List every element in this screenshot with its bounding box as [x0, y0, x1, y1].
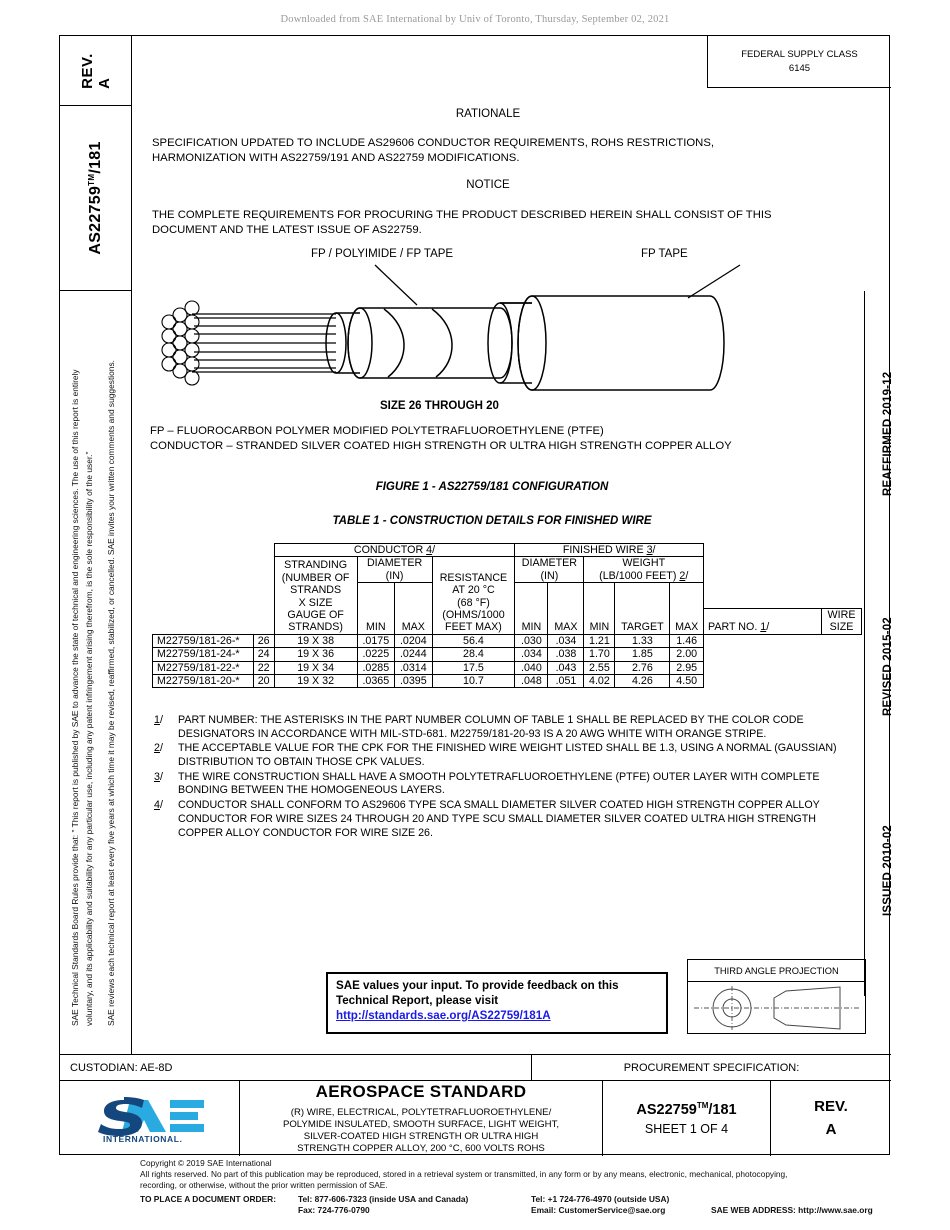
document-number-suffix: /181: [86, 141, 104, 174]
desc-line-2: POLYMIDE INSULATED, SMOOTH SURFACE, LIGHT WEIGHT,: [282, 1118, 560, 1130]
cell-stranding: 19 X 34: [274, 661, 357, 674]
cell-part: M22759/181-22-*: [153, 661, 254, 674]
footer-copyright: Copyright © 2019 SAE International: [140, 1158, 272, 1168]
legend-line-2: CONDUCTOR – STRANDED SILVER COATED HIGH STRENGTH OR ULTRA HIGH STRENGTH COPPER ALLOY: [150, 439, 732, 452]
header-wt-min: MIN: [584, 583, 615, 635]
table-row: [153, 661, 862, 674]
h-stranding-4: X SIZE: [298, 596, 333, 609]
document-number-box: [60, 106, 132, 291]
sae-logo-icon: [86, 1094, 214, 1144]
table-header-group-row: [153, 544, 862, 557]
document-number-text: [86, 141, 104, 254]
title-rev-value: A: [825, 1120, 837, 1138]
cell-wt-target: 1.85: [615, 648, 670, 661]
footnotes: [154, 714, 864, 841]
third-angle-projection: [687, 959, 866, 1034]
h-stranding-3: STRANDS: [290, 584, 342, 597]
notice-line-1: THE COMPLETE REQUIREMENTS FOR PROCURING THE PRODUCT DESCRIBED HEREIN SHALL CONSIST OF THIS: [152, 209, 772, 221]
h-res-1: RESISTANCE: [439, 571, 508, 584]
cell-fw-dia-min: .030: [515, 634, 548, 647]
standard-number: [636, 1101, 736, 1118]
table-row: [153, 634, 862, 647]
header-wire-size: [822, 609, 862, 635]
revision-text: [79, 53, 113, 89]
sae-logo-subtext: INTERNATIONAL.: [102, 1133, 183, 1144]
page-frame: [59, 35, 894, 1155]
rationale-line-1: SPECIFICATION UPDATED TO INCLUDE AS29606 CONDUCTOR REQUIREMENTS, ROHS RESTRICTIONS,: [152, 137, 715, 149]
cell-cond-dia-max: .0204: [395, 634, 432, 647]
header-fw-dia-min: MIN: [515, 583, 548, 635]
h-stranding-2: (NUMBER OF: [281, 571, 350, 584]
footer-order-row: [140, 1194, 930, 1205]
header-conductor-diameter: [357, 557, 432, 583]
h-res-5: FEET MAX): [445, 621, 502, 634]
h-wire-size-1: WIRE: [827, 609, 856, 622]
header-cond-dia-max: MAX: [395, 583, 432, 635]
cell-wt-target: 4.26: [615, 675, 670, 688]
cell-wt-target: 1.33: [615, 634, 670, 647]
header-conductor-group: CONDUCTOR 4/: [274, 544, 515, 557]
procurement-specification-label: PROCUREMENT SPECIFICATION:: [623, 1061, 800, 1074]
cell-wt-target: 2.76: [615, 661, 670, 674]
notice-heading: NOTICE: [466, 179, 510, 191]
figure-legend: [150, 424, 860, 453]
header-cond-dia-min: MIN: [357, 583, 394, 635]
cell-cond-dia-min: .0175: [357, 634, 394, 647]
h-stranding-1: STRANDING: [284, 559, 348, 572]
cell-cond-dia-max: .0395: [395, 675, 432, 688]
cell-wt-min: 1.70: [584, 648, 615, 661]
cell-part: M22759/181-20-*: [153, 675, 254, 688]
feedback-line-1: SAE values your input. To provide feedback on this: [336, 979, 619, 992]
notice-line-2: DOCUMENT AND THE LATEST ISSUE OF AS22759.: [152, 223, 422, 236]
h-weight-2: (LB/1000 FEET) 2/: [599, 569, 689, 582]
footnote-4: 4/ CONDUCTOR SHALL CONFORM TO AS29606 TYPE SCA SMALL DIAMETER SILVER COATED HIGH STRENGTH COPPER ALLOY CONDUCTOR FOR WIRE SIZES 24 THROUGH 20 AND TYPE SCU SMALL DIAMETER SILVER COATED ULTRA HIGH STRENGTH COPPER ALLOY CONDUCTOR FOR WIRE SIZE 26.: [154, 799, 864, 840]
figure-title: FIGURE 1 - AS22759/181 CONFIGURATION: [375, 481, 609, 493]
notice-body: [152, 208, 862, 237]
fsc-value: 6145: [788, 62, 811, 74]
cell-resistance: 17.5: [432, 661, 515, 674]
cell-wt-max: 1.46: [670, 634, 704, 647]
cell-part: M22759/181-26-*: [153, 634, 254, 647]
footnote-1: 1/ PART NUMBER: THE ASTERISKS IN THE PART NUMBER COLUMN OF TABLE 1 SHALL BE REPLACED BY THE COLOR CODE DESIGNATORS IN ACCORDANCE WITH MIL-STD-681. M22759/181-20-93 IS A 20 AWG WHITE WITH ORANGE STRIPE.: [154, 714, 864, 741]
footnote-1-text: PART NUMBER: THE ASTERISKS IN THE PART NUMBER COLUMN OF TABLE 1 SHALL BE REPLACED BY THE COLOR CODE DESIGNATORS IN ACCORDANCE WITH MIL-STD-681. M22759/181-20-93 IS A 20 AWG WHITE WITH ORANGE STRIPE.: [178, 714, 804, 740]
cell-resistance: 28.4: [432, 648, 515, 661]
cell-wire-size: 22: [253, 661, 274, 674]
footnote-1-marker: 1: [154, 714, 160, 726]
revision-value: A: [95, 76, 113, 89]
cell-fw-dia-max: .038: [548, 648, 584, 661]
footer-fax: Fax: 724-776-0790: [298, 1204, 370, 1215]
h-res-4: (OHMS/1000: [442, 609, 505, 622]
trademark-mark: TM: [86, 173, 96, 186]
projection-symbol-icon: [688, 982, 865, 1033]
custodian-row: [60, 1054, 891, 1081]
title-rev-label: REV.: [814, 1098, 848, 1115]
footer-contact-row: [140, 1205, 930, 1216]
h-fw-dia-1: DIAMETER: [521, 557, 578, 570]
rationale-line-2: HARMONIZATION WITH AS22759/191 AND AS22759 MODIFICATIONS.: [152, 151, 520, 164]
cell-fw-dia-max: .051: [548, 675, 584, 688]
cell-wire-size: 24: [253, 648, 274, 661]
header-wt-max: MAX: [670, 583, 704, 635]
legend-line-1: FP – FLUOROCARBON POLYMER MODIFIED POLYTETRAFLUOROETHYLENE (PTFE): [150, 425, 604, 437]
rationale-body: [152, 136, 852, 165]
aerospace-standard-label: AEROSPACE STANDARD: [315, 1081, 527, 1101]
revision-box: [60, 36, 132, 106]
wire-cutaway-diagram: [132, 248, 852, 423]
cell-fw-dia-min: .048: [515, 675, 548, 688]
standard-number-suffix: /181: [708, 1101, 737, 1118]
cell-wt-max: 2.95: [670, 661, 704, 674]
cell-fw-dia-min: .034: [515, 648, 548, 661]
cell-cond-dia-min: .0285: [357, 661, 394, 674]
legal-line-3: SAE reviews each technical report at least every five years at which time it may be revised, reaffirmed, stabilized, or cancelled. SAE invites your written comments and suggestions.: [106, 360, 116, 1026]
legal-notice-strip: [60, 291, 132, 1054]
header-fw-dia-max: MAX: [548, 583, 584, 635]
table-row: [153, 648, 862, 661]
h-weight-1: WEIGHT: [622, 557, 666, 570]
cell-stranding: 19 X 38: [274, 634, 357, 647]
date-revised: REVISED 2015-02: [882, 617, 894, 716]
table-title: TABLE 1 - CONSTRUCTION DETAILS FOR FINISHED WIRE: [332, 515, 652, 527]
h-wire-size-2: SIZE: [829, 621, 854, 634]
table-row: [153, 675, 862, 688]
figure-callout-left: FP / POLYIMIDE / FP TAPE: [311, 248, 454, 260]
cell-wt-min: 2.55: [584, 661, 615, 674]
header-part-no: PART NO. 1/: [704, 609, 822, 635]
header-weight: [584, 557, 704, 583]
footer-tel-usa: Tel: 877-606-7323 (inside USA and Canada): [298, 1193, 469, 1204]
feedback-box: [326, 972, 668, 1034]
desc-line-3: SILVER-COATED HIGH STRENGTH OR ULTRA HIGH: [303, 1131, 539, 1142]
table-body: [153, 634, 862, 688]
figure-callout-right: FP TAPE: [641, 248, 688, 260]
h-cond-dia-2: (IN): [385, 569, 404, 582]
header-finished-diameter: [515, 557, 584, 583]
cell-fw-dia-max: .043: [548, 661, 584, 674]
page-footer: [140, 1158, 930, 1216]
construction-details-table-wrap: [154, 543, 862, 688]
figure-size-caption: SIZE 26 THROUGH 20: [380, 400, 499, 412]
date-reaffirmed: REAFFIRMED 2019-12: [882, 371, 894, 496]
title-block: [60, 1081, 891, 1156]
h-stranding-5: GAUGE OF: [287, 609, 344, 622]
cell-cond-dia-min: .0225: [357, 648, 394, 661]
legal-line-1: SAE Technical Standards Board Rules provide that: " This report is published by SAE to advance the state of technical and engineering sciences. The use of this report is entirely: [70, 369, 80, 1026]
cell-cond-dia-min: .0365: [357, 675, 394, 688]
revision-label: REV.: [78, 52, 96, 89]
footer-order-label: TO PLACE A DOCUMENT ORDER:: [140, 1193, 277, 1204]
footnote-4-text: CONDUCTOR SHALL CONFORM TO AS29606 TYPE SCA SMALL DIAMETER SILVER COATED HIGH STRENGTH COPPER ALLOY CONDUCTOR FOR WIRE SIZES 24 THROUGH 20 AND TYPE SCU SMALL DIAMETER SILVER COATED ULTRA HIGH STRENGTH COPPER ALLOY CONDUCTOR FOR WIRE SIZE 26.: [178, 799, 820, 839]
fsc-label: FEDERAL SUPPLY CLASS: [741, 48, 858, 60]
header-resistance: [432, 557, 515, 634]
h-res-3: (68 °F): [457, 596, 490, 609]
date-issued: ISSUED 2010-02: [882, 824, 894, 916]
title-block-description: [240, 1081, 603, 1156]
document-number-base: AS22759: [86, 185, 104, 255]
standard-number-tm: TM: [696, 1101, 709, 1111]
h-res-2: AT 20 °C: [452, 584, 495, 597]
cell-wt-max: 4.50: [670, 675, 704, 688]
cell-resistance: 10.7: [432, 675, 515, 688]
construction-details-table: [152, 543, 862, 688]
cell-wt-min: 4.02: [584, 675, 615, 688]
header-wt-target: TARGET: [615, 583, 670, 635]
wire-figure: [132, 248, 892, 423]
third-angle-projection-title: THIRD ANGLE PROJECTION: [687, 959, 866, 981]
legal-line-2: voluntary, and its applicability and suitability for any particular use, including any patent infringement arising therefrom, is the sole responsibility of the user.": [84, 451, 94, 1026]
cell-cond-dia-max: .0244: [395, 648, 432, 661]
cell-cond-dia-max: .0314: [395, 661, 432, 674]
cell-part: M22759/181-24-*: [153, 648, 254, 661]
footnote-2-text: THE ACCEPTABLE VALUE FOR THE CPK FOR THE FINISHED WIRE WEIGHT LISTED SHALL BE 1.3, USING A NORMAL (GAUSSIAN) DISTRIBUTION TO OBTAIN THOSE CPK VALUES.: [178, 742, 837, 769]
cell-wt-max: 2.00: [670, 648, 704, 661]
title-block-revision: [771, 1081, 891, 1156]
footnote-3-marker: 3: [154, 770, 160, 783]
feedback-line-2: Technical Report, please visit: [336, 993, 499, 1007]
sae-logo: [60, 1081, 240, 1156]
footer-rights-1: All rights reserved. No part of this publication may be reproduced, stored in a retrieval system or transmitted, in any form or by any means, electronic, mechanical, photocopying,: [140, 1168, 788, 1179]
standard-number-base: AS22759: [636, 1101, 697, 1118]
footnote-3-text: THE WIRE CONSTRUCTION SHALL HAVE A SMOOTH POLYTETRAFLUOROETHYLENE (PTFE) OUTER LAYER WITH COMPLETE BONDING BETWEEN THE HOMOGENEOUS LAYERS.: [178, 770, 820, 797]
footer-rights-2: recording, or otherwise, without the prior written permission of SAE.: [140, 1179, 388, 1190]
desc-line-1: (R) WIRE, ELECTRICAL, POLYTETRAFLUOROETHYLENE/: [290, 1106, 552, 1118]
h-cond-dia-1: DIAMETER: [366, 557, 423, 570]
title-block-number: [603, 1081, 771, 1156]
cell-fw-dia-min: .040: [515, 661, 548, 674]
download-banner: Downloaded from SAE International by Univ of Toronto, Thursday, September 02, 2021: [280, 14, 670, 25]
cell-wire-size: 26: [253, 634, 274, 647]
cell-stranding: 19 X 32: [274, 675, 357, 688]
footnote-3: 3/ THE WIRE CONSTRUCTION SHALL HAVE A SMOOTH POLYTETRAFLUOROETHYLENE (PTFE) OUTER LAYER WITH COMPLETE BONDING BETWEEN THE HOMOGENEOUS LAYERS.: [154, 771, 864, 798]
cell-wt-min: 1.21: [584, 634, 615, 647]
cell-wire-size: 20: [253, 675, 274, 688]
footnote-2-marker: 2: [154, 742, 160, 755]
footnote-2: 2/ THE ACCEPTABLE VALUE FOR THE CPK FOR THE FINISHED WIRE WEIGHT LISTED SHALL BE 1.3, USING A NORMAL (GAUSSIAN) DISTRIBUTION TO OBTAIN THOSE CPK VALUES.: [154, 742, 864, 769]
h-fw-dia-2: (IN): [540, 569, 559, 582]
footer-tel-intl: Tel: +1 724-776-4970 (outside USA): [531, 1193, 670, 1204]
desc-line-4: STRENGTH COPPER ALLOY, 200 °C, 600 VOLTS ROHS: [297, 1143, 545, 1155]
cell-resistance: 56.4: [432, 634, 515, 647]
cell-stranding: 19 X 36: [274, 648, 357, 661]
title-description: [283, 1107, 559, 1155]
header-finished-wire-group: FINISHED WIRE 3/: [515, 544, 704, 557]
header-stranding: [274, 557, 357, 634]
footer-web: SAE WEB ADDRESS: http://www.sae.org: [711, 1204, 873, 1215]
third-angle-projection-symbol: [687, 981, 866, 1034]
custodian-label: CUSTODIAN: AE-8D: [60, 1055, 532, 1080]
rationale-heading: RATIONALE: [455, 108, 521, 120]
h-stranding-6: STRANDS): [288, 621, 343, 634]
feedback-link[interactable]: http://standards.sae.org/AS22759/181A: [336, 1008, 551, 1022]
sheet-number: SHEET 1 OF 4: [644, 1121, 729, 1136]
footnote-4-marker: 4: [154, 799, 160, 812]
cell-fw-dia-max: .034: [548, 634, 584, 647]
footer-email: Email: CustomerService@sae.org: [531, 1204, 666, 1215]
